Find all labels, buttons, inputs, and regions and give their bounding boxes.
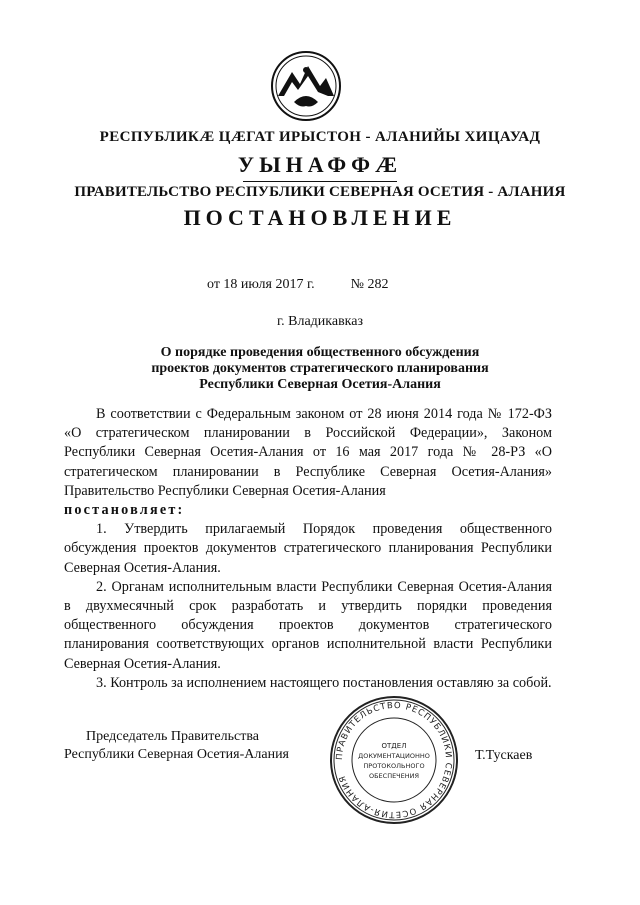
item-3-paragraph: 3. Контроль за исполнением настоящего постановления оставляю за собой. xyxy=(96,674,552,691)
svg-text:ПРАВИТЕЛЬСТВО РЕСПУБЛИКИ СЕВЕР: ПРАВИТЕЛЬСТВО РЕСПУБЛИКИ СЕВЕРНАЯ ОСЕТИЯ-АЛАНИЯ xyxy=(334,700,454,820)
svg-text:ОТДЕЛ: ОТДЕЛ xyxy=(381,742,407,750)
date-line xyxy=(207,277,388,293)
position-line: Председатель Правительства xyxy=(86,729,259,744)
item-1-paragraph: 1. Утвердить прилагаемый Порядок проведения общественного обсуждения проектов документов стратегического планирования Республики Северная Осетия-Алания. xyxy=(64,521,552,576)
header-decree-ossetian: УЫНАФФӔ xyxy=(237,152,403,177)
official-seal-stamp xyxy=(328,694,460,826)
signatory-name: Т.Тускаев xyxy=(475,748,533,763)
decree-title xyxy=(0,345,640,393)
title-line: проектов документов стратегического планирования xyxy=(151,361,489,376)
resolves-heading: постановляет: xyxy=(64,502,185,519)
header-republic-ossetian: РЕСПУБЛИКӔ ЦӔГАТ ИРЫСТОН - АЛАНИЙЫ ХИЦАУАД xyxy=(99,129,541,145)
header-decree-russian: ПОСТАНОВЛЕНИЕ xyxy=(183,205,457,230)
header-divider xyxy=(243,181,397,182)
coat-of-arms-emblem xyxy=(270,50,342,122)
svg-text:ДОКУМЕНТАЦИОННО: ДОКУМЕНТАЦИОННО xyxy=(358,752,430,760)
decree-body xyxy=(64,405,552,693)
position-line: Республики Северная Осетия-Алания xyxy=(64,747,289,762)
title-line: Республики Северная Осетия-Алания xyxy=(199,377,441,392)
preamble-paragraph: В соответствии с Федеральным законом от 28 июня 2014 года № 172-ФЗ «О стратегическом планировании в Российской Федерации», Законом Республики Северная Осетия-Алания от 16 мая 2017 года № 28-РЗ «О стратегическом планировании в Республике Северная Осетия-Алания» Правительство Республики Северная Осетия-Алания xyxy=(64,406,552,499)
title-line: О порядке проведения общественного обсуждения xyxy=(160,345,480,360)
decree-number: № 282 xyxy=(350,277,389,292)
item-2-paragraph: 2. Органам исполнительным власти Республики Северная Осетия-Алания в двухмесячный срок разработать и утвердить порядки проведения общественного обсуждения проектов документов стратегического планирования соответствующих органов исполнительной власти Республики Северная Осетия-Алания. xyxy=(64,578,552,672)
header-government-russian: ПРАВИТЕЛЬСТВО РЕСПУБЛИКИ СЕВЕРНАЯ ОСЕТИЯ - АЛАНИЯ xyxy=(74,184,566,200)
city-line: г. Владикавказ xyxy=(276,314,364,329)
decree-date: от 18 июля 2017 г. xyxy=(207,277,315,292)
svg-text:ПРОТОКОЛЬНОГО: ПРОТОКОЛЬНОГО xyxy=(363,762,425,770)
svg-text:ОБЕСПЕЧЕНИЯ: ОБЕСПЕЧЕНИЯ xyxy=(368,772,420,780)
signatory-position xyxy=(64,728,289,764)
